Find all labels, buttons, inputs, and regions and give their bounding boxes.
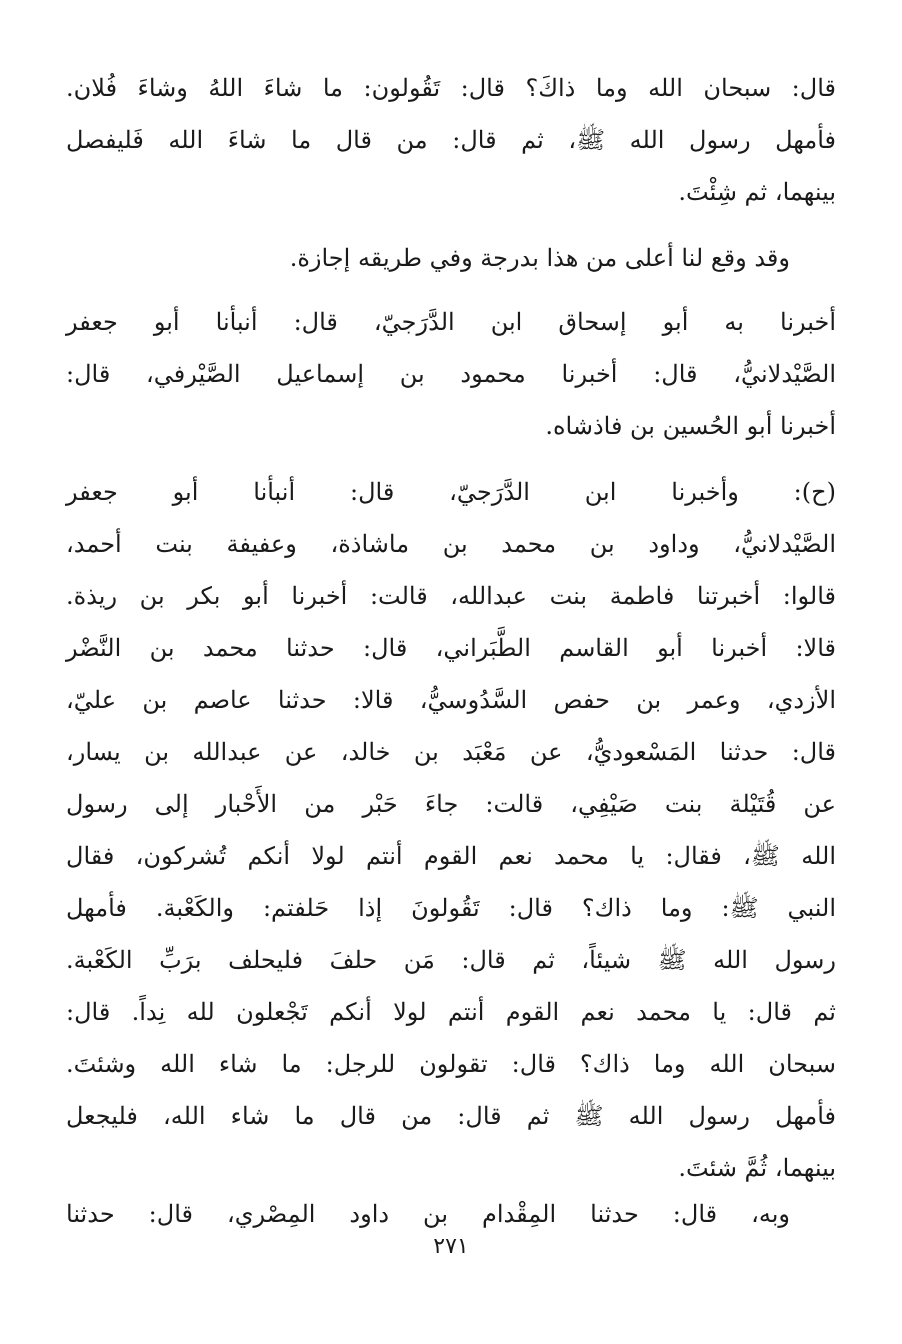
page-number: ٢٧١ [433,1234,469,1259]
text-line: أخبرنا به أبو إسحاق ابن الدَّرَجيّ، قال: أنبأنا أبو جعفر [66,308,836,336]
text-line: رسول الله ﷺ شيئاً، ثم قال: مَن حلفَ فليحلف برَبِّ الكَعْبة. [66,946,836,974]
text-line: (ح): وأخبرنا ابن الدَّرَجيّ، قال: أنبأنا أبو جعفر [66,478,836,506]
text-line: سبحان الله وما ذاك؟ قال: تقولون للرجل: ما شاء الله وشئتَ. [66,1050,836,1078]
text-line: فأمهل رسول الله ﷺ، ثم قال: من قال ما شاءَ الله فَليفصل [66,126,836,154]
text-line: بينهما، ثم شِئْتَ. [678,178,836,206]
text-line: قال: حدثنا المَسْعوديُّ، عن مَعْبَد بن خالد، عن عبدالله بن يسار، [66,738,836,766]
text-line: فأمهل رسول الله ﷺ ثم قال: من قال ما شاء الله، فليجعل [66,1102,836,1130]
text-line: قالوا: أخبرتنا فاطمة بنت عبدالله، قالت: أخبرنا أبو بكر بن ريذة. [66,582,836,610]
text-line: الله ﷺ، فقال: يا محمد نعم القوم أنتم لولا أنكم تُشركون، فقال [66,842,836,870]
text-line: الصَّيْدلانيُّ، قال: أخبرنا محمود بن إسماعيل الصَّيْرفي، قال: [66,360,836,388]
text-line: النبي ﷺ: وما ذاك؟ قال: تَقُولونَ إذا حَلفتم: والكَعْبة. فأمهل [66,894,836,922]
text-line: وبه، قال: حدثنا المِقْدام بن داود المِصْري، قال: حدثنا [66,1200,790,1228]
text-line: ثم قال: يا محمد نعم القوم أنتم لولا أنكم تَجْعلون لله نِداً. قال: [66,998,836,1026]
text-line: أخبرنا أبو الحُسين بن فاذشاه. [545,412,836,440]
text-line: بينهما، ثُمَّ شئتَ. [678,1154,836,1182]
text-line: قالا: أخبرنا أبو القاسم الطَّبَراني، قال: حدثنا محمد بن النَّضْر [66,634,836,662]
text-line: وقد وقع لنا أعلى من هذا بدرجة وفي طريقه إجازة. [289,244,790,272]
text-line: الأزدي، وعمر بن حفص السَّدُوسيُّ، قالا: حدثنا عاصم بن عليّ، [66,686,836,714]
text-line: عن قُتَيْلة بنت صَيْفِي، قالت: جاءَ حَبْر من الأَحْبار إلى رسول [66,790,836,818]
text-line: الصَّيْدلانيُّ، وداود بن محمد بن ماشاذة، وعفيفة بنت أحمد، [66,530,836,558]
text-line: قال: سبحان الله وما ذاكَ؟ قال: تَقُولون: ما شاءَ اللهُ وشاءَ فُلان. [66,74,836,102]
